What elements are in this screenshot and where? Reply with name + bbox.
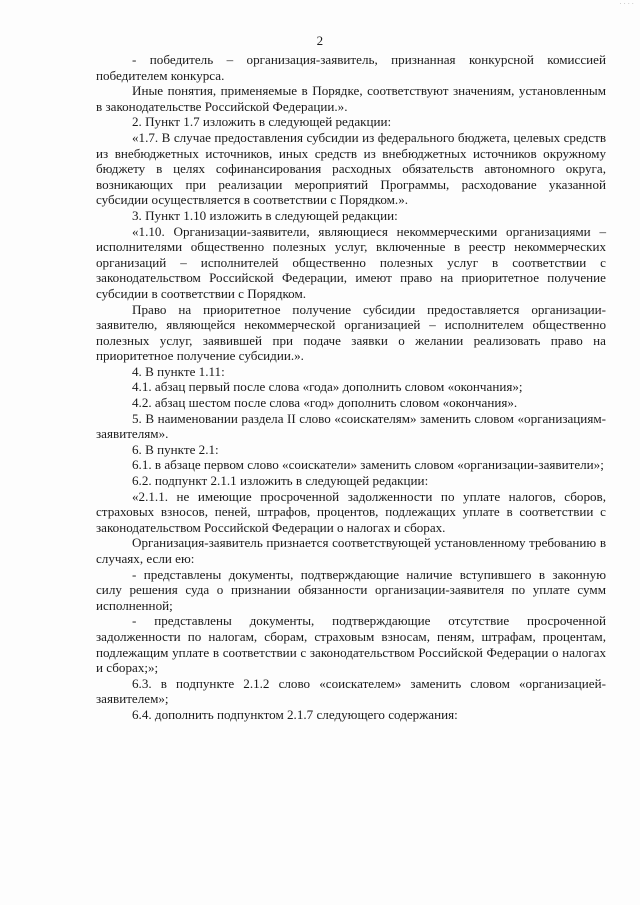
paragraph: 2. Пункт 1.7 изложить в следующей редакции: — [132, 114, 392, 130]
paragraph: Иные понятия, применяемые в Порядке, соответствуют значениям, установленным в законодательстве Российской Федерации.». — [96, 83, 606, 114]
document-body — [96, 52, 606, 723]
page-number: 2 — [316, 33, 324, 48]
paragraph: «1.10. Организации-заявители, являющиеся некоммерческими организациями – исполнителями общественно полезных услуг, включенные в реестр некоммерческих организаций – исполнителей общественно полезных услуг в соответствии с законодательством Российской Федерации, имеют право на приоритетное получение субсидии в соответствии с Порядком. — [96, 223, 606, 301]
paragraph: Организация-заявитель признается соответствующей установленному требованию в случаях, если ею: — [96, 535, 606, 566]
paragraph: Право на приоритетное получение субсидии предоставляется организации-заявителю, являющейся некоммерческой организацией – исполнителем общественно полезных услуг, заявившей при подаче заявки о желании реализовать право на приоритетное получение субсидии.». — [96, 301, 606, 364]
paragraph: - представлены документы, подтверждающие отсутствие просроченной задолженности по налогам, сборам, страховым взносам, пеням, штрафам, процентам, подлежащим уплате в соответствии с законодательством Российской Федерации о налогах и сборах;»; — [96, 613, 606, 676]
paragraph: - победитель – организация-заявитель, признанная конкурсной комиссией победителем конкурса. — [96, 52, 606, 83]
paragraph: 6. В пункте 2.1: — [132, 441, 219, 457]
paragraph: 5. В наименовании раздела II слово «соискателям» заменить словом «организациям-заявителям». — [96, 410, 606, 442]
paragraph: «1.7. В случае предоставления субсидии из федерального бюджета, целевых средств из внебюджетных источников, иных средств из внебюджетных источников окружному бюджету в целях софинансирования расходных обязательств автономного округа, возникающих при реализации мероприятий Программы, расходование указанной субсидии осуществляется в соответствии с Порядком.». — [96, 129, 606, 208]
paragraph: 4.1. абзац первый после слова «года» дополнить словом «окончания»; — [132, 379, 523, 395]
paragraph: 3. Пункт 1.10 изложить в следующей редакции: — [132, 207, 398, 223]
paragraph: «2.1.1. не имеющие просроченной задолженности по уплате налогов, сборов, страховых взносов, пеней, штрафов, процентов, подлежащих уплате в соответствии с законодательством Российской Федерации о налогах и сборах. — [96, 488, 606, 535]
paragraph: 4.2. абзац шестом после слова «год» дополнить словом «окончания». — [132, 395, 518, 411]
paragraph: 6.2. подпункт 2.1.1 изложить в следующей редакции: — [132, 473, 429, 489]
paragraph: 4. В пункте 1.11: — [132, 363, 225, 379]
paragraph: 6.3. в подпункте 2.1.2 слово «соискателем» заменить словом «организацией-заявителем»; — [96, 675, 606, 707]
paragraph: - представлены документы, подтверждающие наличие вступившего в законную силу решения суда о признании обязанности организации-заявителя по уплате сумм исполненной; — [96, 566, 606, 613]
paragraph: 6.1. в абзаце первом слово «соискатели» заменить словом «организации-заявители»; — [132, 457, 604, 473]
paragraph: 6.4. дополнить подпунктом 2.1.7 следующего содержания: — [132, 706, 458, 722]
corner-mark: · · · · — [619, 0, 634, 8]
